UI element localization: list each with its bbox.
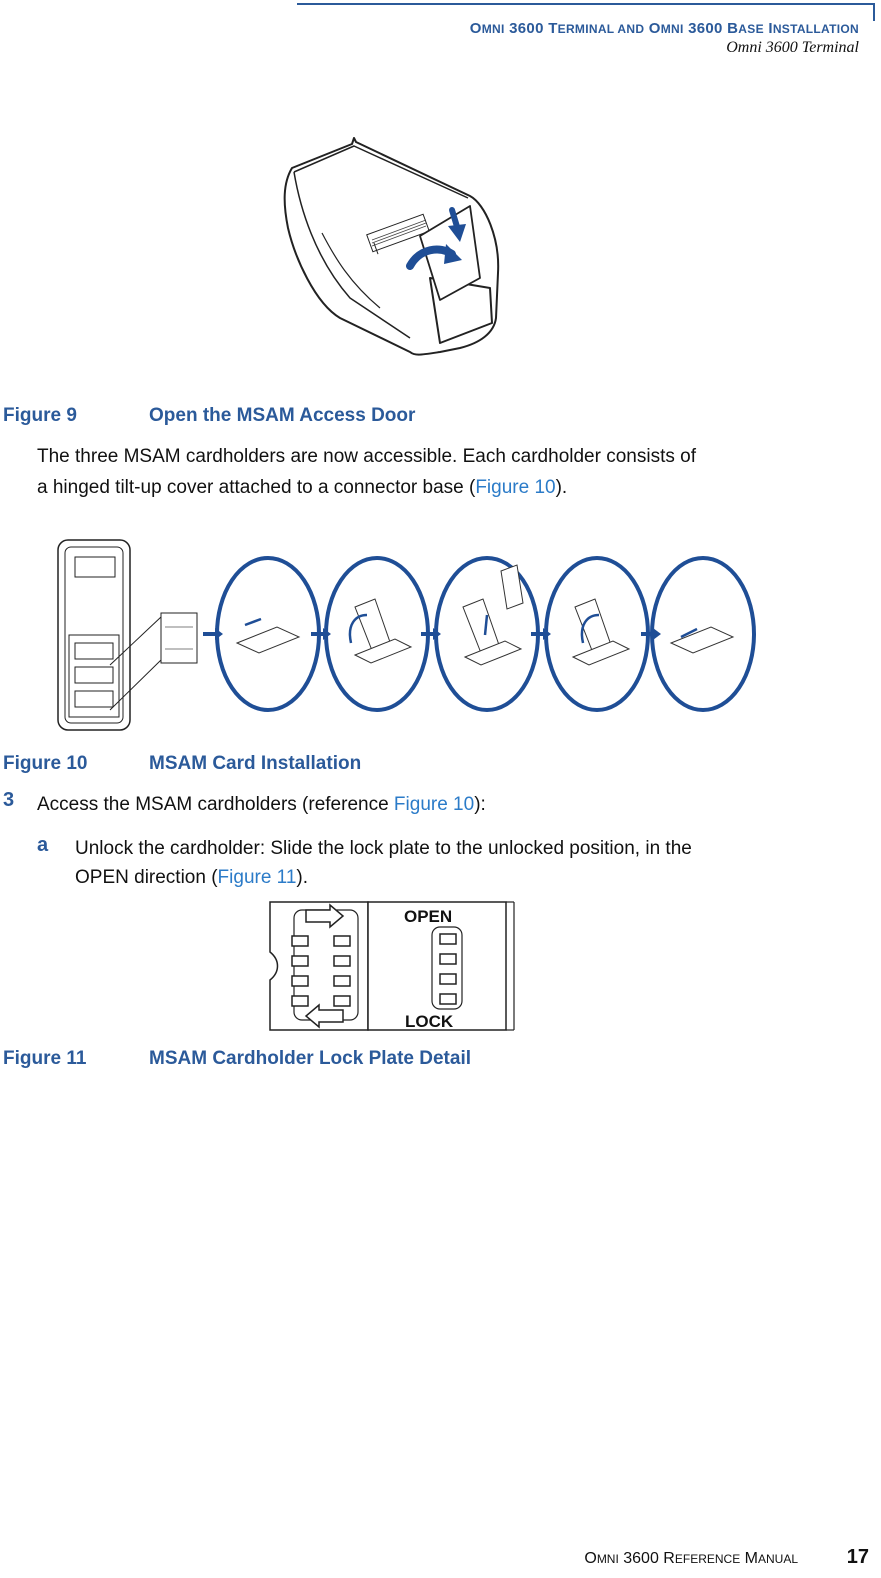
header-rule-side [873,3,875,21]
running-header-subtitle: Omni 3600 Terminal [726,39,859,56]
figure10-title: MSAM Card Installation [149,753,362,774]
open-label: OPEN [404,907,453,926]
figure11-link[interactable]: Figure 11 [217,867,297,888]
paragraph-cardholders [37,441,837,503]
step-3-text: Access the MSAM cardholders (reference Figure 10): [37,794,486,815]
figure9-terminal-illustration [280,138,505,360]
step-3-marker: 3 [3,789,15,811]
figure10-number: Figure 10 [3,753,88,774]
figure10-caption [3,753,361,775]
step-a-line: Unlock the cardholder: Slide the lock plate to the unlocked position, in the [75,838,692,859]
figure9-title: Open the MSAM Access Door [149,405,416,426]
step-a-marker: a [37,834,49,856]
header-rule [297,3,875,5]
paragraph-line: The three MSAM cardholders are now accessible. Each cardholder consists of [37,446,696,467]
step-a-line: OPEN direction (Figure 11). [75,867,309,888]
paragraph-line: a hinged tilt-up cover attached to a connector base (Figure 10). [37,477,568,498]
figure10-link[interactable]: Figure 10 [393,794,475,815]
running-footer: OMNI 3600 REFERENCE MANUAL [584,1550,798,1567]
running-header-title: OMNI 3600 TERMINAL AND OMNI 3600 BASE INSTALLATION [469,20,859,37]
figure11-number: Figure 11 [3,1048,87,1069]
lock-label: LOCK [405,1012,454,1031]
page-number: 17 [846,1546,869,1568]
figure10-card-installation-illustration [55,535,755,735]
figure11-lock-plate-illustration [268,900,518,1035]
step-a-text [75,834,855,892]
figure9-number: Figure 9 [3,405,77,426]
figure11-caption [3,1048,471,1070]
figure9-caption [3,405,415,427]
figure10-link[interactable]: Figure 10 [475,477,556,498]
figure11-title: MSAM Cardholder Lock Plate Detail [149,1048,472,1069]
